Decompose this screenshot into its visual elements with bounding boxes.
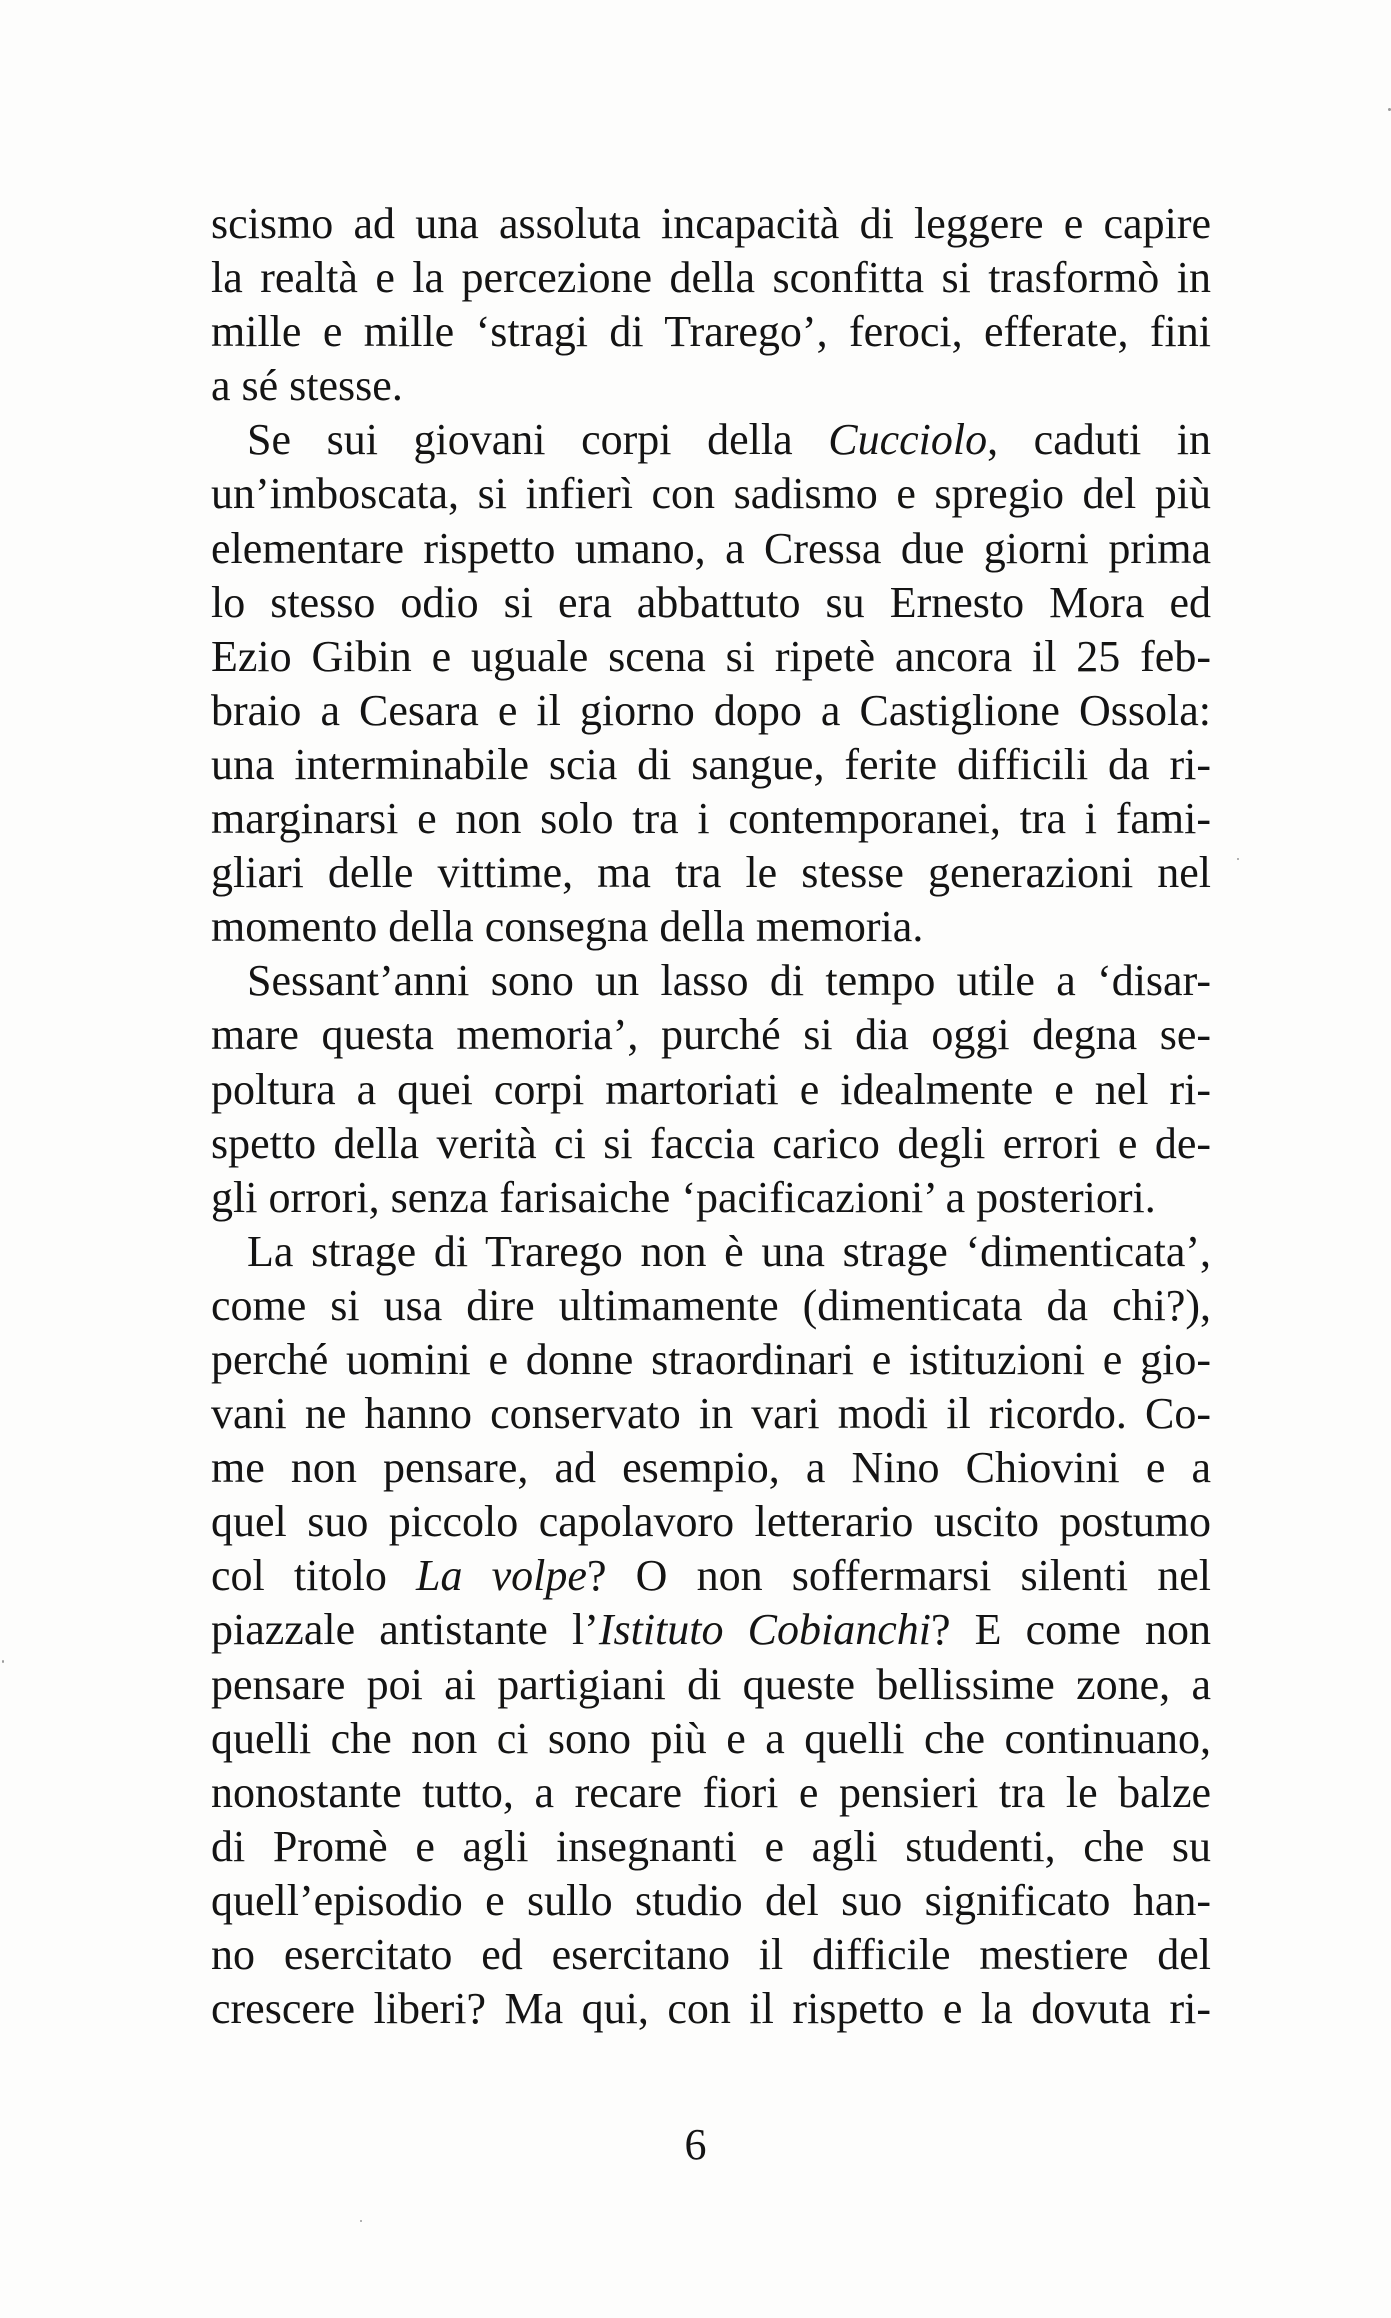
text-segment: Ezio Gibin e uguale scena si ripetè ancora il 25 feb- bbox=[211, 631, 1211, 681]
text-line bbox=[211, 1008, 1211, 1062]
text-line bbox=[211, 467, 1211, 521]
text-line bbox=[211, 1603, 1211, 1657]
text-segment: gli orrori, senza farisaiche ‘pacificazioni’ a posteriori. bbox=[211, 1172, 1156, 1222]
text-segment: scismo ad una assoluta incapacità di leggere e capire bbox=[211, 199, 1211, 248]
text-segment: quelli che non ci sono più e a quelli che continuano, bbox=[211, 1713, 1211, 1763]
text-segment: Se sui giovani corpi della bbox=[247, 415, 829, 465]
text-line bbox=[211, 1063, 1211, 1117]
text-segment: me non pensare, ad esempio, a Nino Chiovini e a bbox=[211, 1443, 1211, 1493]
text-segment: lo stesso odio si era abbattuto su Ernesto Mora ed bbox=[211, 577, 1211, 627]
text-line bbox=[211, 1495, 1211, 1549]
text-segment: vani ne hanno conservato in vari modi il ricordo. Co- bbox=[211, 1389, 1211, 1439]
italic-title: Cucciolo bbox=[828, 415, 988, 465]
text-segment: elementare rispetto umano, a Cressa due giorni prima bbox=[211, 523, 1211, 573]
text-line bbox=[211, 1658, 1211, 1712]
text-segment: quell’episodio e sullo studio del suo significato han- bbox=[211, 1875, 1211, 1925]
text-line bbox=[211, 1982, 1211, 2036]
text-line bbox=[211, 1441, 1211, 1495]
text-line bbox=[211, 1928, 1211, 1982]
text-segment: nonostante tutto, a recare fiori e pensieri tra le balze bbox=[211, 1767, 1211, 1817]
text-segment: marginarsi e non solo tra i contemporanei, tra i fami- bbox=[211, 794, 1211, 844]
text-line bbox=[211, 846, 1211, 900]
text-line bbox=[211, 359, 1211, 413]
text-segment: ? E come non bbox=[930, 1605, 1211, 1655]
text-segment: una interminabile scia di sangue, ferite difficili da ri- bbox=[211, 739, 1211, 789]
text-line bbox=[211, 1549, 1211, 1603]
text-segment: un’imboscata, si infierì con sadismo e spregio del più bbox=[211, 469, 1211, 519]
text-line bbox=[211, 792, 1211, 846]
text-segment: braio a Cesara e il giorno dopo a Castiglione Ossola: bbox=[211, 685, 1211, 735]
text-segment: col titolo bbox=[211, 1551, 416, 1601]
text-segment: , caduti in bbox=[987, 415, 1211, 465]
text-line bbox=[211, 630, 1211, 684]
scan-speck bbox=[1237, 858, 1239, 860]
text-segment: perché uomini e donne straordinari e istituzioni e gio- bbox=[211, 1334, 1211, 1384]
text-line bbox=[211, 1333, 1211, 1387]
text-segment: di Promè e agli insegnanti e agli studenti, che su bbox=[211, 1821, 1211, 1871]
text-segment: mille e mille ‘stragi di Trarego’, feroci, efferate, fini bbox=[211, 307, 1211, 357]
text-line bbox=[211, 1874, 1211, 1928]
text-segment: spetto della verità ci si faccia carico degli errori e de- bbox=[211, 1118, 1211, 1168]
text-segment: la realtà e la percezione della sconfitta si trasformò in bbox=[211, 253, 1211, 303]
text-line bbox=[211, 1712, 1211, 1766]
text-segment: pensare poi ai partigiani di queste bellissime zone, a bbox=[211, 1659, 1211, 1709]
text-segment: piazzale antistante l’ bbox=[211, 1605, 599, 1655]
text-line bbox=[211, 305, 1211, 359]
text-segment: poltura a quei corpi martoriati e idealmente e nel ri- bbox=[211, 1064, 1211, 1114]
text-segment: ? O non soffermarsi silenti nel bbox=[586, 1551, 1211, 1601]
text-segment: come si usa dire ultimamente (dimenticata da chi?), bbox=[211, 1280, 1211, 1330]
text-line bbox=[211, 522, 1211, 576]
text-line bbox=[211, 954, 1211, 1008]
page-number: 6 bbox=[684, 2120, 707, 2169]
text-segment: La strage di Trarego non è una strage ‘dimenticata’, bbox=[247, 1226, 1211, 1276]
italic-title: La volpe bbox=[416, 1551, 587, 1601]
text-segment: gliari delle vittime, ma tra le stesse generazioni nel bbox=[211, 848, 1211, 898]
text-segment: no esercitato ed esercitano il difficile mestiere del bbox=[211, 1930, 1211, 1979]
text-line bbox=[211, 197, 1211, 251]
text-line bbox=[211, 900, 1211, 954]
text-line bbox=[211, 1820, 1211, 1874]
text-line bbox=[211, 684, 1211, 738]
text-segment: momento della consegna della memoria. bbox=[211, 902, 924, 952]
text-segment: mare questa memoria’, purché si dia oggi degna se- bbox=[211, 1010, 1211, 1060]
text-segment: quel suo piccolo capolavoro letterario uscito postumo bbox=[211, 1497, 1211, 1547]
text-line bbox=[211, 1225, 1211, 1279]
text-line bbox=[211, 1117, 1211, 1171]
text-line bbox=[211, 413, 1211, 467]
body-text bbox=[211, 197, 1211, 2036]
text-line bbox=[211, 1171, 1211, 1225]
text-line bbox=[211, 1279, 1211, 1333]
text-line bbox=[211, 251, 1211, 305]
text-line bbox=[211, 1387, 1211, 1441]
text-line bbox=[211, 576, 1211, 630]
text-segment: Sessant’anni sono un lasso di tempo utile a ‘disar- bbox=[247, 956, 1211, 1006]
text-segment: a sé stesse. bbox=[211, 361, 403, 411]
text-line bbox=[211, 738, 1211, 792]
scan-speck bbox=[360, 2220, 362, 2222]
text-line bbox=[211, 1766, 1211, 1820]
text-segment: crescere liberi? Ma qui, con il rispetto e la dovuta ri- bbox=[211, 1984, 1211, 2034]
scan-speck bbox=[2, 1660, 4, 1663]
italic-title: Istituto Cobianchi bbox=[598, 1605, 931, 1655]
